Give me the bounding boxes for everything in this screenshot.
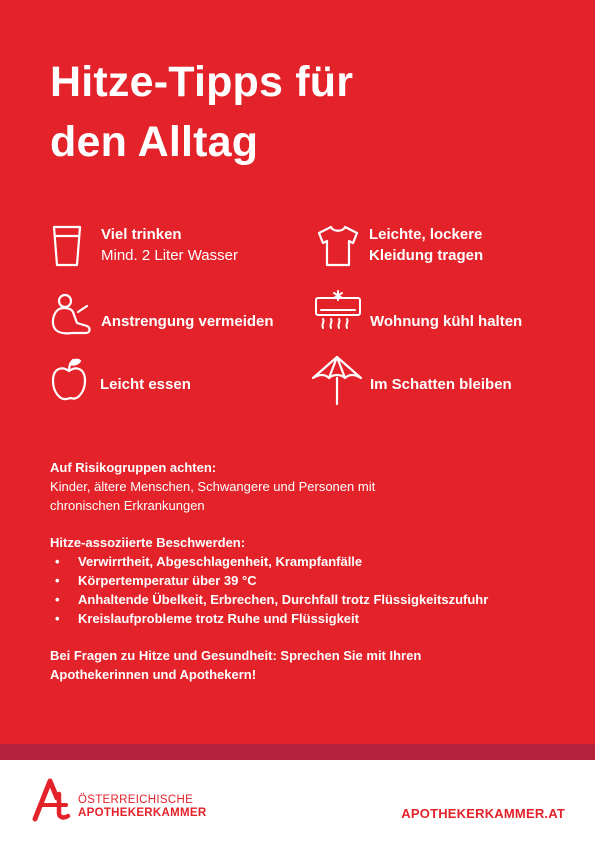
risk-text-line-2: chronischen Erkrankungen [50,498,205,513]
parasol-icon [310,354,364,406]
tip-drink-subtitle: Mind. 2 Liter Wasser [101,247,238,264]
brand-name [78,794,206,820]
apothekerkammer-logo-icon [30,778,74,822]
risk-heading: Auf Risikogruppen achten: [50,460,217,475]
tip-drink-title: Viel trinken [101,226,182,243]
apple-icon [50,356,88,402]
air-conditioner-icon [314,288,362,336]
poster-title [50,52,353,172]
symptom-item: • Verwirrtheit, Abgeschlagenheit, Krampfanfälle [50,552,550,571]
symptoms-list [50,552,550,628]
tshirt-icon [316,224,360,268]
tip-shade-title: Im Schatten bleiben [370,376,512,393]
tip-cool-home-title: Wohnung kühl halten [370,313,523,330]
symptom-item: • Kreislaufprobleme trotz Ruhe und Flüssigkeit [50,609,550,628]
tip-clothing-title: Leichte, lockere [369,226,483,243]
tip-exertion-title: Anstrengung vermeiden [101,313,274,330]
title-line-2: den Alltag [50,118,259,166]
symptom-item: • Körpertemperatur über 39 °C [50,571,550,590]
brand-line-2: APOTHEKERKAMMER [78,807,207,819]
cta-line-1: Bei Fragen zu Hitze und Gesundheit: Sprechen Sie mit Ihren [50,648,422,663]
symptom-item: • Anhaltende Übelkeit, Erbrechen, Durchfall trotz Flüssigkeitszufuhr [50,590,550,609]
website-url[interactable]: APOTHEKERKAMMER.AT [401,806,565,821]
title-line-1: Hitze-Tipps für [50,58,354,106]
risk-text-line-1: Kinder, ältere Menschen, Schwangere und Personen mit [50,479,376,494]
resting-person-icon [50,292,96,336]
info-section [50,458,550,684]
divider-strip [0,744,595,760]
tip-clothing-subtitle: Kleidung tragen [369,247,484,264]
tip-eat-light-title: Leicht essen [100,376,191,393]
cta-line-2: Apothekerinnen und Apothekern! [50,667,257,682]
glass-icon [50,224,84,268]
brand-line-1: ÖSTERREICHISCHE [78,794,194,806]
symptoms-heading: Hitze-assoziierte Beschwerden: [50,535,246,550]
